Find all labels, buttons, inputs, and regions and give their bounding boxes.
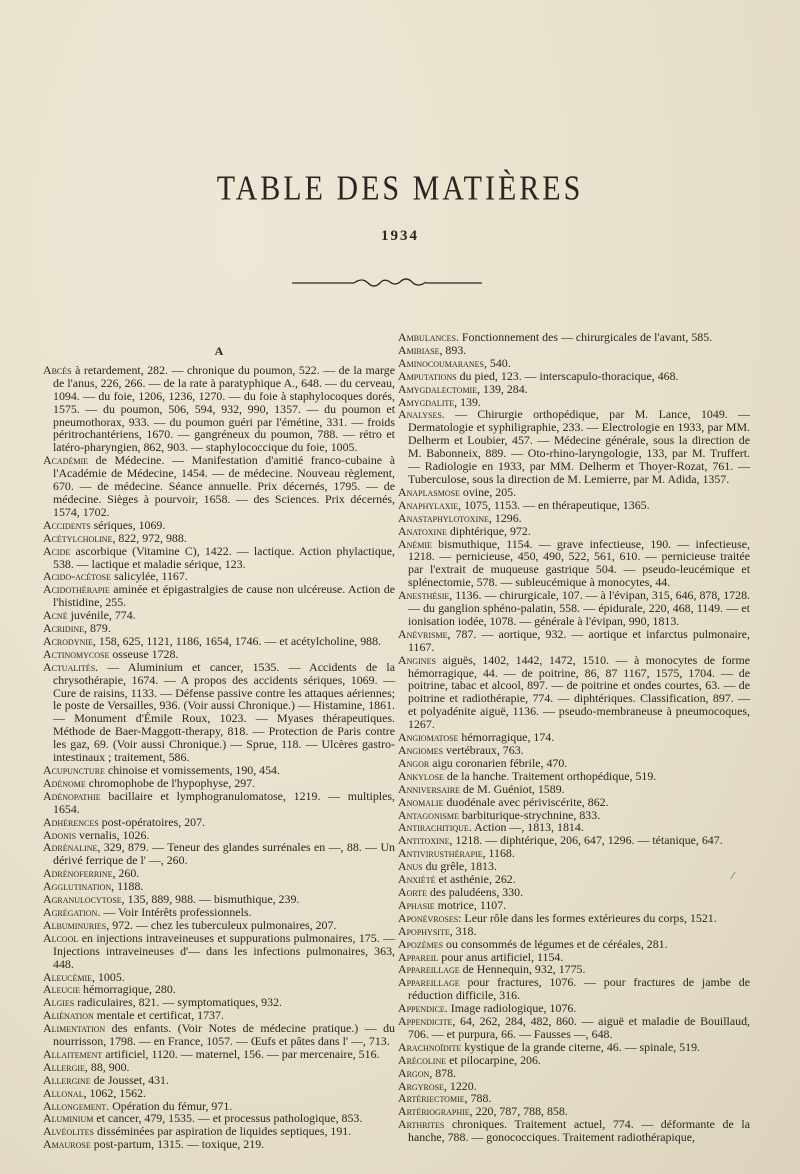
entry-headword: Antivirusthérapie — [398, 846, 483, 861]
entry-references: ovine, 205. — [459, 484, 517, 499]
entry-references: hémorragique, 174. — [458, 730, 555, 745]
entry-references: juvénile, 774. — [67, 608, 136, 623]
section-letter: A — [214, 344, 224, 358]
entry-headword: Appendice — [398, 1001, 445, 1016]
entry-headword: Acridine — [43, 621, 85, 636]
entry-headword: Agrégation — [43, 904, 98, 919]
entry-references: diphtérique, 972. — [446, 523, 531, 538]
entry-headword: Ambulances — [398, 330, 456, 344]
entry-references: ou consommés de légumes et de céréales, 281. — [443, 936, 668, 951]
entry-references: des enfants. (Voir Notes de médecine pratique.) — du nourrisson, 1798. — en France, 1057. — Œufs et pâtes dans l' —, 713. — [53, 1021, 395, 1049]
index-entry — [398, 628, 750, 654]
entry-headword: Anastaphylotoxine — [398, 510, 489, 525]
entry-references: , 1188. — [111, 879, 144, 894]
entry-references: et cancer, 479, 1535. — et processus pathologique, 853. — [93, 1111, 363, 1126]
entry-headword: Antagonisme — [398, 807, 459, 822]
entry-references: aigu coronarien fébrile, 470. — [429, 755, 568, 770]
entry-references: et pilocarpine, 206. — [446, 1052, 541, 1067]
entry-headword: Allaitement — [43, 1046, 103, 1061]
index-entry — [398, 654, 750, 731]
entry-headword: Anesthésie — [398, 588, 450, 603]
entry-references: en injections intraveineuses et suppurations pulmonaires, 175. — Injections intraveineuses d'— dans les infections pulmonaires, 363, 448. — [53, 930, 395, 971]
entry-references: post-partum, 1315. — toxique, 219. — [90, 1137, 265, 1152]
entry-references: post-opératoires, 207. — [98, 814, 206, 829]
entry-references: , 139. — [454, 394, 481, 409]
entry-references: , 135, 889, 988. — bismuthique, 239. — [121, 892, 300, 907]
entry-headword: Acétylcholine — [43, 530, 113, 545]
index-entry — [43, 1022, 395, 1048]
entry-references: , 1062, 1562. — [83, 1085, 147, 1100]
entry-headword: Angor — [398, 755, 430, 770]
entry-headword: Adénopathie — [43, 788, 101, 803]
entry-references: aiguës, 1402, 1442, 1472, 1510. — à monocytes de forme hémorragique, 44. — de poitrine, 86, 87 1167, 1575, 1704. — de poitrine, tabac et alcool, 897. — de poitrine et ondes courtes, 63. — de poitrine et radiothérapie, 774. — diphtériques. Classification, 897. — et polyadénite aiguë, 1136. — pseudo-membraneuse à pneumocoques, 1267. — [408, 652, 750, 732]
index-entry — [43, 454, 395, 519]
entry-headword: Appareil — [398, 949, 439, 964]
entry-references: , 1005. — [92, 969, 125, 984]
margin-mark: ⁄ — [732, 871, 734, 882]
entry-references: . — Voir Intérêts professionnels. — [97, 904, 252, 919]
entry-headword: Analyses — [398, 407, 442, 422]
entry-references: hémorragique, 280. — [80, 982, 176, 997]
entry-references: , 88, 900. — [84, 1059, 130, 1074]
entry-references: , 1296. — [488, 510, 522, 525]
entry-headword: Actualités — [43, 659, 96, 674]
entry-headword: Alvéolites — [43, 1124, 94, 1139]
entry-headword: Aluminium — [43, 1111, 94, 1126]
entry-references: bismuthique, 1154. — grave infectieuse, 190. — infectieuse, 1218. — pernicieuse, 450, 490, 522, 561, 610. — pernicieuse traitée par l'extrait de muqueuse gastrique 504. — pseudo-leucémique et splénectomie, 578. — subleucémique à monocytes, 44. — [408, 536, 750, 590]
entry-headword: Amygdalite — [398, 394, 455, 409]
entry-references: , 878. — [429, 1065, 457, 1080]
entry-headword: Adrénaline — [43, 840, 98, 855]
entry-headword: Allongement — [43, 1098, 107, 1113]
entry-headword: Amibiase — [398, 342, 440, 357]
entry-headword: Anémie — [398, 536, 432, 551]
entry-headword: Alcool — [43, 930, 79, 945]
entry-references: radiculaires, 821. — symptomatiques, 932. — [74, 995, 282, 1010]
entry-headword: Accidents — [43, 517, 91, 532]
entry-references: barbiturique-strychnine, 833. — [458, 807, 601, 822]
entry-references: , 318. — [449, 923, 477, 938]
index-entry — [398, 538, 750, 590]
entry-headword: Argon — [398, 1065, 430, 1080]
entry-references: , 220, 787, 788, 858. — [469, 1104, 568, 1119]
entry-references: . Action —, 1813, 1814. — [468, 820, 584, 835]
entry-headword: Anxiété — [398, 872, 436, 887]
entry-headword: Agranulocytose — [43, 892, 122, 907]
entry-references: , 972. — chez les tuberculeux pulmonaires, 207. — [106, 917, 337, 932]
entry-references: . — Chirurgie orthopédique, par M. Lance, 1049. — Dermatologie et syphiligraphie, 233. — Electrologie en 1933, par MM. Delherm et Loubier, 457. — Médecine générale, sous la direction de M. Babonneix, 889. — Oto-rhino-laryngologie, 133, par M. Truffert. — Radiologie en 1933, par MM. Delherm et Thoyer-Rozat, 761. — Tuberculose, sous la direction de M. Lemierre, par M. Adida, 1357. — [408, 407, 750, 486]
entry-references: de Jousset, 431. — [90, 1072, 169, 1087]
entry-headword: Angiomatose — [398, 730, 459, 745]
entry-references: chroniques. Traitement actuel, 774. — déformante de la hanche, 788. — gonococciques. Traitement radiothérapique, — [408, 1117, 750, 1145]
entry-headword: Algies — [43, 995, 75, 1010]
entry-headword: Anaphylaxie — [398, 497, 459, 512]
entry-references: . — Aluminium et cancer, 1535. — Accidents de la chrysothérapie, 1674. — A propos des accidents sériques, 1069. — Cure de raisins, 1133. — Défense passive contre les attaques aériennes; le poste de Versailles, 936. (Voir aussi Chronique.) — Histamine, 1861. — Monument d'Émile Roux, 1023. — Myases thérapeutiques. Méthode de Baer-Maggott-therapy, 818. — Protection de Paris contre les gaz, 69. (Voir aussi Chronique.) — Sprue, 118. — Ulcères gastro-intestinaux ; traitement, 586. — [53, 659, 395, 765]
entry-references: duodénale avec périviscérite, 862. — [443, 794, 609, 809]
entry-references: , 879. — [84, 621, 111, 636]
entry-headword: Artériectomie — [398, 1091, 465, 1106]
entry-headword: Aminocoumaranes — [398, 355, 484, 370]
entry-references: , 1218. — diphtérique, 206, 647, 1296. — tétanique, 647. — [449, 833, 723, 848]
entry-headword: Angiomes — [398, 743, 444, 757]
entry-references: vernalis, 1026. — [76, 827, 150, 842]
entry-references: à retardement, 282. — chronique du poumon, 522. — de la marge de l'anus, 226, 266. — de la rate à paratyphique A., 648. — du cerveau, 1094. — du foie, 1206, 1236, 1270. — du foie à staphylocoques dorés, 1575. — du poumon, 506, 594, 932, 990, 1357. — du poumon et pneumothorax, 933. — du poumon guéri par l'émétine, 331. — froids péritrochantériens, 1670. — gangréneux du poumon, 788. — rétro et latéro-pharyngien, 862, 903. — staphylococcique du foie, 1005. — [53, 362, 395, 455]
entry-references: , 893. — [439, 342, 467, 357]
index-entry — [398, 589, 750, 628]
entry-references: et asthénie, 262. — [435, 872, 516, 887]
entry-headword: Aleucémie — [43, 969, 93, 984]
entry-headword: Arthrites — [398, 1117, 445, 1132]
entry-headword: Acupuncture — [43, 763, 105, 777]
entry-headword: Agglutination — [43, 879, 112, 894]
entry-headword: Acide — [43, 543, 71, 558]
entry-headword: Adonis — [43, 827, 77, 842]
index-entry — [43, 1138, 395, 1151]
entry-references: . Opération du fémur, 971. — [106, 1098, 233, 1113]
entry-references: , 788. — [464, 1091, 492, 1106]
entry-references: , 1136. — chirurgicale, 107. — à l'évipan, 315, 646, 878, 1728. — du ganglion sphéno-palatin, 558. — épidurale, 220, 468, 1149. — et ionisation iodée, 1078. — générale à l'évipan, 990, 1813. — [408, 588, 750, 628]
entry-headword: Abcès — [43, 362, 72, 377]
entry-headword: Actinomycose — [43, 646, 110, 661]
entry-headword: Adrénoferrine — [43, 866, 113, 881]
entry-references: , 260. — [112, 866, 140, 881]
entry-headword: Appareillage — [398, 962, 460, 977]
entry-headword: Adénome — [43, 775, 86, 790]
entry-references: de Hennequin, 932, 1775. — [459, 962, 586, 977]
entry-references: , 1220. — [443, 1078, 477, 1093]
entry-headword: Acido-acétose — [43, 569, 111, 584]
page-year: 1934 — [381, 228, 419, 244]
entry-headword: Apozèmes — [398, 936, 444, 951]
entry-headword: Apophysite — [398, 923, 450, 938]
entry-headword: Aliénation — [43, 1008, 94, 1023]
entry-headword: Antirachitique — [398, 820, 469, 835]
entry-references: , 158, 625, 1121, 1186, 1654, 1746. — et acétylcholine, 988. — [92, 633, 382, 648]
entry-headword: Amaurose — [43, 1137, 91, 1152]
index-entry — [398, 1015, 750, 1041]
entry-headword: Arachnoïdite — [398, 1039, 462, 1054]
entry-headword: Allergie — [43, 1059, 85, 1074]
entry-references: ascorbique (Vitamine C), 1422. — lactique. Action phylactique, 538. — lactique et maladie sérique, 123. — [53, 543, 395, 571]
entry-headword: Amygdalectomie — [398, 381, 478, 396]
entry-headword: Allergine — [43, 1072, 91, 1087]
index-entry — [43, 364, 395, 454]
right-column — [398, 331, 750, 1144]
entry-headword: Anaplasmose — [398, 484, 460, 499]
entry-references: , 329, 879. — Teneur des glandes surrénales en —, 88. — Un dérivé ferrique de l' —, 260. — [53, 840, 395, 868]
entry-headword: Acné — [43, 608, 68, 623]
entry-headword: Antitoxine — [398, 833, 450, 848]
index-entry — [43, 661, 395, 764]
entry-headword: Arécoline — [398, 1052, 447, 1067]
entry-headword: Appendicite — [398, 1014, 453, 1029]
entry-headword: Anniversaire — [398, 781, 460, 796]
entry-headword: Amputations — [398, 368, 457, 383]
entry-headword: Adhérences — [43, 814, 99, 829]
index-entry — [43, 932, 395, 971]
entry-references: aminée et épigastralgies de cause non ulcéreuse. Action de l'histidine, 255. — [53, 582, 395, 610]
entry-references: pour fractures, 1076. — pour fractures de jambe de réduction difficile, 316. — [408, 975, 750, 1003]
entry-references: de M. Guéniot, 1589. — [459, 781, 565, 796]
entry-headword: Aleucie — [43, 982, 81, 997]
entry-headword: Aponévroses — [398, 910, 459, 925]
index-entry — [398, 1118, 750, 1144]
entry-references: , 1168. — [482, 846, 515, 861]
entry-references: pour anus artificiel, 1154. — [438, 949, 564, 964]
entry-references: , 540. — [483, 355, 511, 370]
entry-headword: Aorte — [398, 884, 427, 899]
entry-headword: Anus — [398, 859, 423, 874]
entry-references: , 822, 972, 988. — [112, 530, 187, 545]
entry-headword: Acidothérapie — [43, 582, 110, 597]
entry-references: disséminées par aspiration de liquides septiques, 191. — [93, 1124, 352, 1139]
entry-headword: Appareillage — [398, 975, 460, 990]
index-entry — [43, 583, 395, 609]
entry-references: kystique de la grande citerne, 46. — spinale, 519. — [461, 1039, 700, 1054]
entry-headword: Acrodynie — [43, 633, 93, 648]
entry-references: . Image radiologique, 1076. — [444, 1001, 577, 1016]
entry-references: , 139, 284. — [477, 381, 528, 396]
entry-references: sériques, 1069. — [90, 517, 166, 532]
entry-references: , 64, 262, 284, 482, 860. — aiguë et maladie de Bouillaud, 706. — et purpura, 66. — Fausses —, 648. — [408, 1014, 750, 1041]
entry-references: chromophobe de l'hypophyse, 297. — [85, 775, 256, 790]
entry-references: mentale et certificat, 1737. — [93, 1008, 224, 1023]
entry-references: : Leur rôle dans les formes extérieures du corps, 1521. — [458, 910, 717, 925]
page-title: TABLE DES MATIÈRES — [216, 169, 584, 208]
entry-headword: Anomalie — [398, 794, 444, 809]
entry-references: chinoise et vomissements, 190, 454. — [104, 763, 280, 777]
entry-headword: Anatoxine — [398, 523, 447, 538]
entry-references: du grêle, 1813. — [422, 859, 497, 874]
entry-references: de Médecine. — Manifestation d'amitié franco-cubaine à l'Académie de Médecine, 1454. — de médecine. Nouveau règlement, 670. — de médecine. Séance annuelle. Prix décernés, 1795. — de médecine. Sièges à pourvoir, 1658. — des Sciences. Prix décernés, 1574, 1702. — [53, 453, 395, 519]
index-entry — [43, 545, 395, 571]
index-entry — [398, 408, 750, 485]
entry-references: artificiel, 1120. — maternel, 156. — par mercenaire, 516. — [102, 1046, 380, 1061]
entry-references: vertébraux, 763. — [443, 743, 524, 757]
index-entry — [43, 790, 395, 816]
entry-headword: Anévrisme — [398, 626, 448, 641]
entry-references: des paludéens, 330. — [427, 884, 524, 899]
entry-headword: Académie — [43, 453, 89, 468]
entry-references: salicylée, 1167. — [110, 569, 188, 584]
entry-headword: Ankylose — [398, 768, 444, 783]
entry-headword: Angines — [398, 652, 436, 667]
entry-headword: Albuminuries — [43, 917, 107, 932]
entry-headword: Allonal — [43, 1085, 84, 1100]
entry-references: bacillaire et lymphogranulomatose, 1219. — multiples, 1654. — [53, 788, 395, 816]
entry-headword: Argyrose — [398, 1078, 444, 1093]
left-column — [43, 345, 395, 1151]
entry-references: , 1075, 1153. — en thérapeutique, 1365. — [458, 497, 650, 512]
ornamental-rule-icon — [292, 275, 482, 289]
entry-references: de la hanche. Traitement orthopédique, 519. — [443, 768, 657, 783]
entry-headword: Artériographie — [398, 1104, 470, 1119]
entry-references: , 787. — aortique, 932. — aortique et infarctus pulmonaire, 1167. — [408, 626, 750, 654]
entry-references: motrice, 1107. — [434, 897, 507, 912]
entry-references: . Fonctionnement des — chirurgicales de l'avant, 585. — [455, 330, 713, 344]
entry-references: osseuse 1728. — [109, 646, 179, 661]
index-entry — [43, 841, 395, 867]
entry-headword: Aphasie — [398, 897, 435, 912]
entry-headword: Alimentation — [43, 1021, 106, 1036]
index-entry — [398, 976, 750, 1002]
entry-references: du pied, 123. — interscapulo-thoracique, 468. — [456, 368, 679, 383]
